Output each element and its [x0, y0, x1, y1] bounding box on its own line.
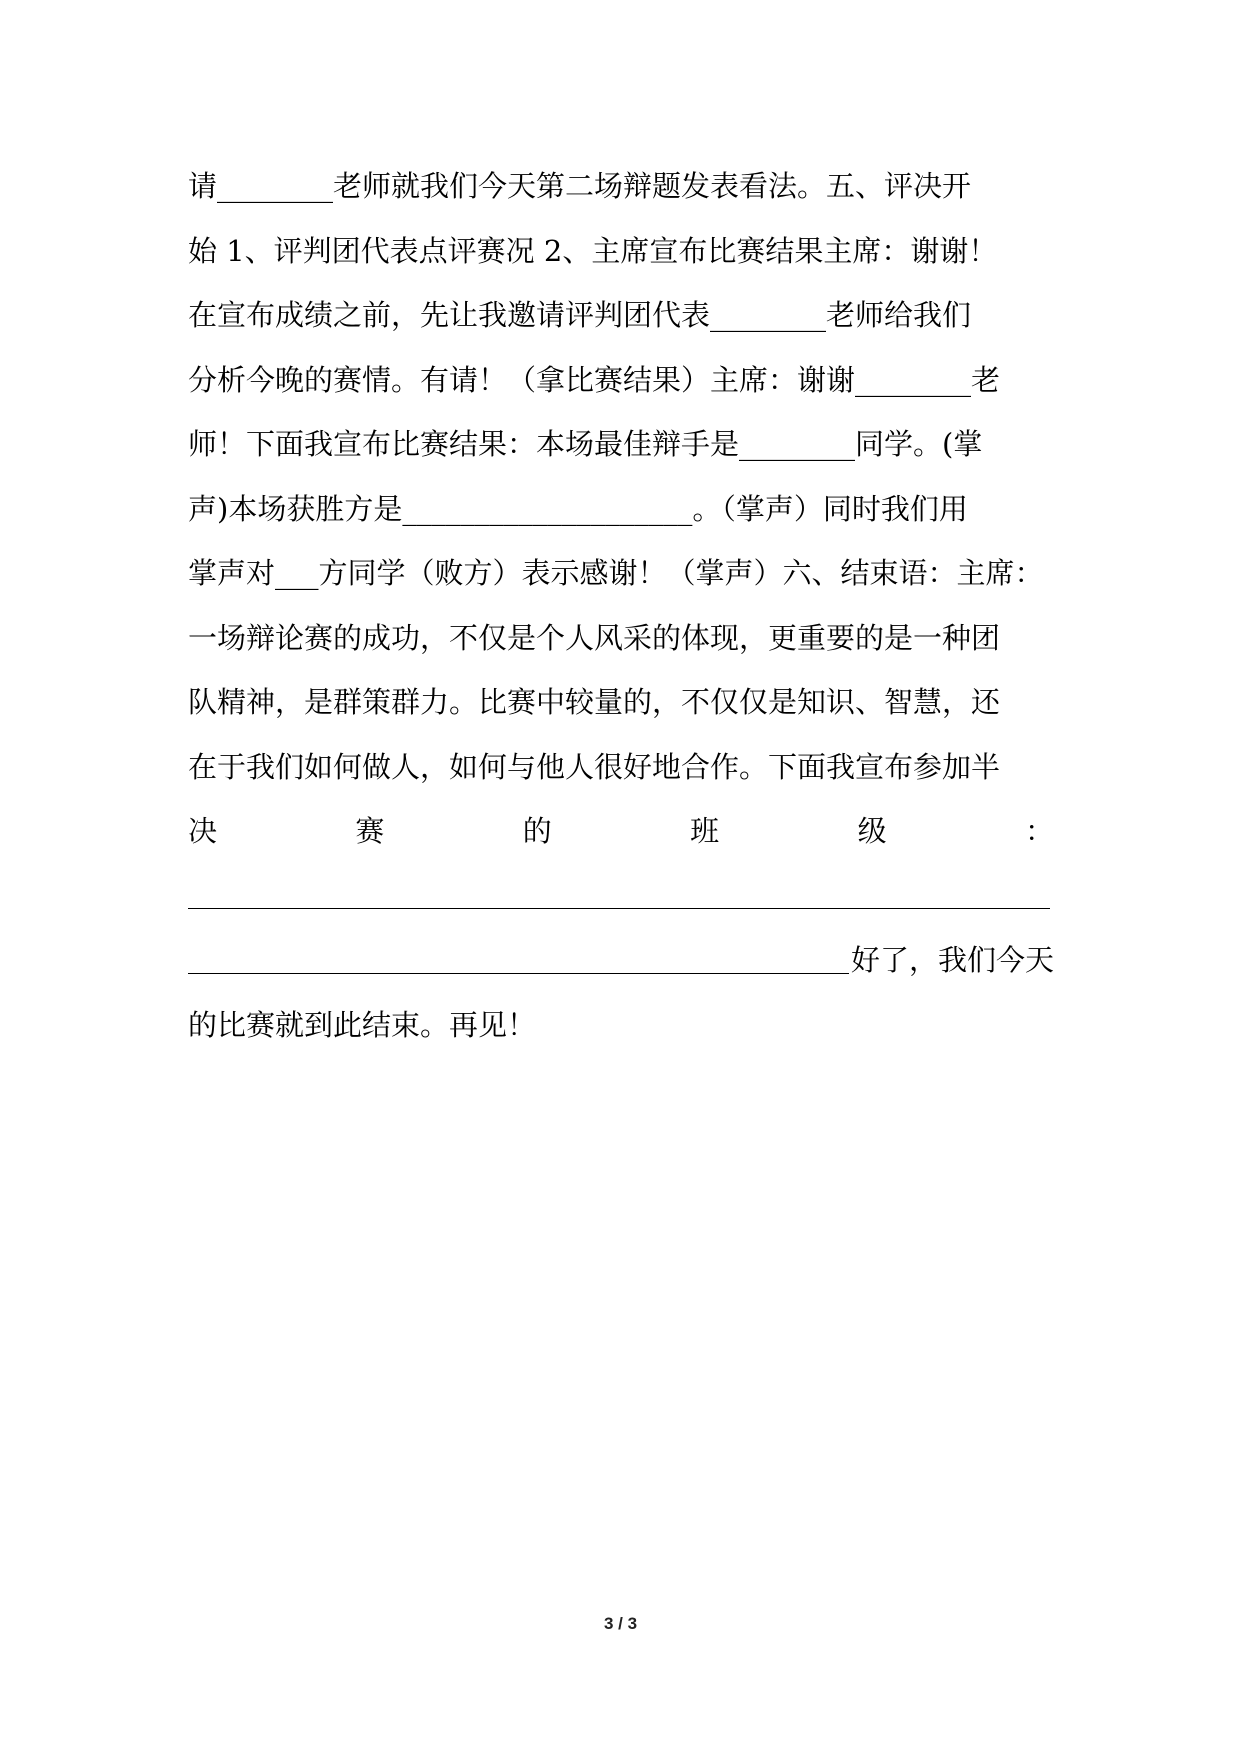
page-number: 3 / 3 — [603, 1614, 638, 1633]
spread-line — [188, 799, 1054, 864]
text-line: 声)本场获胜方是____________________。（掌声）同时我们用 — [188, 491, 968, 526]
text-line: 请________老师就我们今天第二场辩题发表看法。五、评决开 — [188, 169, 972, 203]
spread-char: 的 — [522, 814, 552, 848]
body-text — [188, 154, 1054, 1057]
text-line: 师！下面我宣布比赛结果：本场最佳辩手是________同学。(掌 — [188, 427, 983, 461]
text-line: 分析今晚的赛情。有请！（拿比赛结果）主席：谢谢________老 — [188, 362, 1001, 397]
spread-char: 决 — [188, 814, 218, 848]
blank-fill-line — [188, 864, 1054, 929]
text-line: 始 1、评判团代表点评赛况 2、主席宣布比赛结果主席：谢谢！ — [188, 233, 998, 268]
text-line: 一场辩论赛的成功，不仅是个人风采的体现，更重要的是一种团 — [188, 620, 1001, 655]
text-line: 的比赛就到此结束。再见！ — [188, 1007, 537, 1042]
text-line: 在宣布成绩之前，先让我邀请评判团代表________老师给我们 — [188, 298, 972, 332]
closing-text: 好了，我们今天 — [850, 943, 1054, 977]
text-line: 掌声对___方同学（败方）表示感谢！（掌声）六、结束语：主席： — [188, 556, 1044, 590]
blank-fill-line-with-text — [188, 928, 1054, 993]
spread-char: 班 — [690, 814, 720, 848]
text-line: 队精神，是群策群力。比赛中较量的，不仅仅是知识、智慧，还 — [188, 685, 1001, 719]
spread-char: ： — [1024, 814, 1054, 848]
blank-underline — [188, 928, 849, 974]
spread-char: 赛 — [355, 814, 385, 848]
spread-char: 级 — [857, 814, 887, 848]
text-line: 在于我们如何做人，如何与他人很好地合作。下面我宣布参加半 — [188, 749, 1001, 784]
blank-underline — [188, 908, 1050, 909]
